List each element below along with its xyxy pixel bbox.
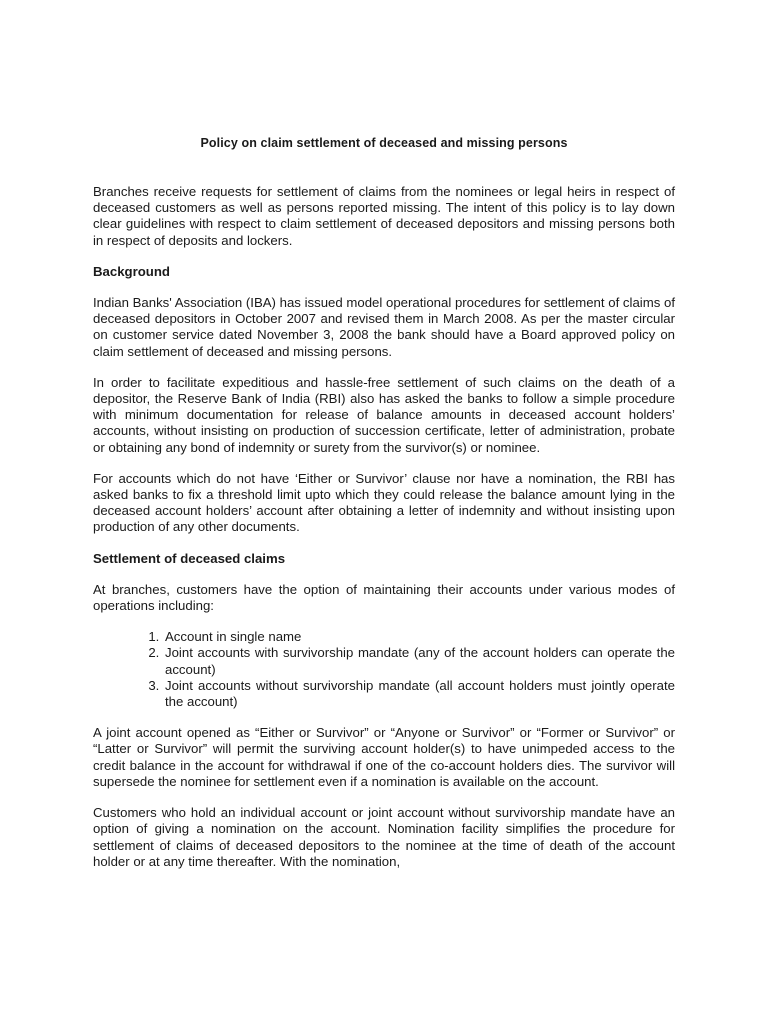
intro-paragraph: Branches receive requests for settlement of claims from the nominees or legal heirs in respect of deceased customers as well as persons reported missing. The intent of this policy is to lay down clear guidelines with respect to claim settlement of deceased depositors and missing persons both in respect of deposits and lockers.: [93, 184, 675, 248]
settlement-paragraph-1: A joint account opened as “Either or Survivor” or “Anyone or Survivor” or “Former or Survivor” or “Latter or Survivor” will permit the surviving account holder(s) to have unimpeded access to the credit balance in the account for withdrawal if one of the co-account holders dies. The survivor will supersede the nominee for settlement even if a nomination is available on the account.: [93, 725, 675, 789]
list-item: 1. Account in single name: [163, 629, 675, 645]
settlement-heading: Settlement of deceased claims: [93, 550, 286, 566]
settlement-paragraph-2: Customers who hold an individual account or joint account without survivorship mandate have an option of giving a nomination on the account. Nomination facility simplifies the procedure for settlement of claims of deceased depositors to the nominee at the time of death of the account holder or at any time thereafter. With the nomination,: [93, 805, 675, 869]
background-heading: Background: [93, 263, 170, 279]
document-title: Policy on claim settlement of deceased and missing persons: [200, 136, 568, 150]
document-body: [93, 136, 675, 885]
settlement-intro-paragraph: At branches, customers have the option of maintaining their accounts under various modes of operations including:: [93, 581, 675, 614]
list-item: 3. Joint accounts without survivorship mandate (all account holders must jointly operate the account): [163, 678, 675, 710]
background-paragraph-3: For accounts which do not have ‘Either or Survivor’ clause nor have a nomination, the RBI has asked banks to fix a threshold limit upto which they could release the balance amount lying in the deceased account holders’ account after obtaining a letter of indemnity and without insisting upon production of any other documents.: [93, 470, 675, 535]
background-paragraph-2: In order to facilitate expeditious and hassle-free settlement of such claims on the death of a depositor, the Reserve Bank of India (RBI) also has asked the banks to follow a simple procedure with minimum documentation for release of balance amounts in deceased account holders’ accounts, without insisting on production of succession certificate, letter of administration, probate or obtaining any bond of indemnity or surety from the survivor(s) or nominee.: [93, 374, 675, 455]
background-paragraph-1: Indian Banks' Association (IBA) has issued model operational procedures for settlement of claims of deceased depositors in October 2007 and revised them in March 2008. As per the master circular on customer service dated November 3, 2008 the bank should have a Board approved policy on claim settlement of deceased and missing persons.: [93, 295, 675, 359]
list-item: 2. Joint accounts with survivorship mandate (any of the account holders can operate the account): [163, 645, 675, 677]
account-modes-list: [93, 629, 675, 710]
